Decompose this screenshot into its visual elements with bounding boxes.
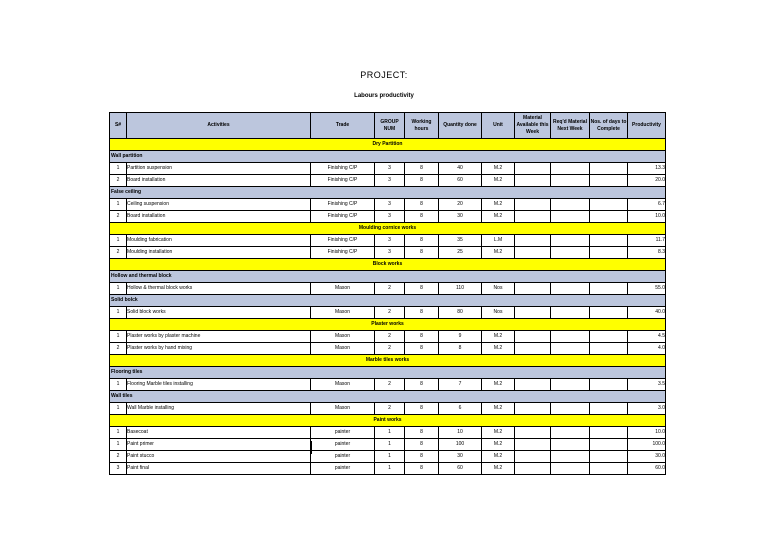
section-label: Plaster works	[110, 319, 666, 331]
table-row	[110, 379, 666, 391]
productivity-cell: 8.3	[628, 247, 666, 259]
group-row	[110, 187, 666, 199]
unit-cell: M.2	[482, 427, 515, 439]
trade-cell: Mason	[311, 379, 375, 391]
material-next-week-cell	[551, 199, 590, 211]
material-available-cell	[515, 163, 551, 175]
days-to-complete-cell	[590, 247, 628, 259]
material-available-cell	[515, 199, 551, 211]
quantity-cell: 40	[439, 163, 482, 175]
trade-cell: Mason	[311, 283, 375, 295]
quantity-cell: 35	[439, 235, 482, 247]
group-label: Wall tiles	[110, 391, 666, 403]
productivity-cell: 13.3	[628, 163, 666, 175]
working-hours-cell: 8	[405, 451, 439, 463]
productivity-cell: 10.0	[628, 211, 666, 223]
group-num-cell: 2	[375, 331, 405, 343]
table-row	[110, 343, 666, 355]
trade-cell: Finishing C/P	[311, 199, 375, 211]
productivity-cell: 30.0	[628, 451, 666, 463]
header-cell: Trade	[311, 113, 375, 139]
unit-cell: M.2	[482, 163, 515, 175]
days-to-complete-cell	[590, 343, 628, 355]
working-hours-cell: 8	[405, 235, 439, 247]
unit-cell: M.2	[482, 199, 515, 211]
working-hours-cell: 8	[405, 379, 439, 391]
activity-cell: Moulding installation	[127, 247, 311, 259]
days-to-complete-cell	[590, 427, 628, 439]
productivity-cell: 60.0	[628, 463, 666, 475]
section-row	[110, 139, 666, 151]
row-number: 3	[110, 463, 127, 475]
material-next-week-cell	[551, 175, 590, 187]
quantity-cell: 8	[439, 343, 482, 355]
productivity-cell: 11.7	[628, 235, 666, 247]
material-available-cell	[515, 463, 551, 475]
material-next-week-cell	[551, 235, 590, 247]
table-row	[110, 211, 666, 223]
table-row	[110, 307, 666, 319]
header-cell: Productivity	[628, 113, 666, 139]
section-label: Paint works	[110, 415, 666, 427]
row-number: 1	[110, 163, 127, 175]
group-num-cell: 2	[375, 307, 405, 319]
group-num-cell: 2	[375, 379, 405, 391]
unit-cell: M.2	[482, 439, 515, 451]
row-number: 1	[110, 427, 127, 439]
working-hours-cell: 8	[405, 163, 439, 175]
material-next-week-cell	[551, 283, 590, 295]
table-row	[110, 403, 666, 415]
trade-cell: painter	[311, 451, 375, 463]
activity-cell: Paint final	[127, 463, 311, 475]
trade-cell: Mason	[311, 307, 375, 319]
row-number: 1	[110, 199, 127, 211]
quantity-cell: 110	[439, 283, 482, 295]
material-available-cell	[515, 343, 551, 355]
days-to-complete-cell	[590, 175, 628, 187]
group-label: Hollow and thermal block	[110, 271, 666, 283]
table-row	[110, 163, 666, 175]
days-to-complete-cell	[590, 283, 628, 295]
activity-cell: Moulding fabrication	[127, 235, 311, 247]
unit-cell: L.M	[482, 235, 515, 247]
row-number: 2	[110, 175, 127, 187]
material-available-cell	[515, 175, 551, 187]
header-cell: GROUP NUM	[375, 113, 405, 139]
row-number: 1	[110, 283, 127, 295]
table-row	[110, 331, 666, 343]
row-number: 1	[110, 235, 127, 247]
trade-cell: Finishing C/P	[311, 211, 375, 223]
row-number: 1	[110, 403, 127, 415]
group-label: False ceiling	[110, 187, 666, 199]
quantity-cell: 6	[439, 403, 482, 415]
material-next-week-cell	[551, 463, 590, 475]
material-available-cell	[515, 379, 551, 391]
unit-cell: Nos	[482, 307, 515, 319]
group-row	[110, 151, 666, 163]
productivity-cell: 4.5	[628, 331, 666, 343]
productivity-cell: 4.0	[628, 343, 666, 355]
productivity-cell: 3.0	[628, 403, 666, 415]
row-number: 1	[110, 379, 127, 391]
working-hours-cell: 8	[405, 427, 439, 439]
header-row	[110, 113, 666, 139]
material-next-week-cell	[551, 211, 590, 223]
group-num-cell: 2	[375, 283, 405, 295]
trade-cell: painter	[311, 427, 375, 439]
productivity-table	[109, 112, 666, 475]
trade-cell: Mason	[311, 331, 375, 343]
working-hours-cell: 8	[405, 247, 439, 259]
header-cell: Req'd Material Next Week	[551, 113, 590, 139]
activity-cell: Solid block works	[127, 307, 311, 319]
trade-cell: Finishing C/P	[311, 163, 375, 175]
days-to-complete-cell	[590, 331, 628, 343]
group-label: Flooring tiles	[110, 367, 666, 379]
group-num-cell: 1	[375, 463, 405, 475]
days-to-complete-cell	[590, 199, 628, 211]
activity-cell: Board installation	[127, 175, 311, 187]
productivity-cell: 20.0	[628, 175, 666, 187]
page-subtitle: Labours productivity	[354, 93, 414, 99]
unit-cell: M.2	[482, 331, 515, 343]
unit-cell: M.2	[482, 403, 515, 415]
days-to-complete-cell	[590, 403, 628, 415]
activity-cell: Plaster works by hand mixing	[127, 343, 311, 355]
working-hours-cell: 8	[405, 199, 439, 211]
material-next-week-cell	[551, 247, 590, 259]
productivity-cell: 6.7	[628, 199, 666, 211]
days-to-complete-cell	[590, 379, 628, 391]
table-row	[110, 463, 666, 475]
working-hours-cell: 8	[405, 343, 439, 355]
working-hours-cell: 8	[405, 175, 439, 187]
row-number: 2	[110, 211, 127, 223]
unit-cell: M.2	[482, 463, 515, 475]
quantity-cell: 25	[439, 247, 482, 259]
group-label: Solid bolck	[110, 295, 666, 307]
material-next-week-cell	[551, 451, 590, 463]
productivity-cell: 100.0	[628, 439, 666, 451]
activity-cell: Paint stucco	[127, 451, 311, 463]
section-row	[110, 259, 666, 271]
trade-cell: Finishing C/P	[311, 235, 375, 247]
days-to-complete-cell	[590, 235, 628, 247]
productivity-cell: 3.5	[628, 379, 666, 391]
working-hours-cell: 8	[405, 439, 439, 451]
group-num-cell: 1	[375, 427, 405, 439]
quantity-cell: 20	[439, 199, 482, 211]
header-cell: Nos. of days to Complete	[590, 113, 628, 139]
group-row	[110, 271, 666, 283]
quantity-cell: 60	[439, 175, 482, 187]
activity-cell: Hollow & thermal block works	[127, 283, 311, 295]
group-row	[110, 367, 666, 379]
section-label: Marble tiles works	[110, 355, 666, 367]
material-available-cell	[515, 403, 551, 415]
group-num-cell: 2	[375, 343, 405, 355]
group-row	[110, 391, 666, 403]
material-available-cell	[515, 307, 551, 319]
activity-cell: Wall Marble installing	[127, 403, 311, 415]
group-num-cell: 3	[375, 199, 405, 211]
quantity-cell: 100	[439, 439, 482, 451]
activity-cell: Partition suspension	[127, 163, 311, 175]
section-row	[110, 415, 666, 427]
header-cell: Activities	[127, 113, 311, 139]
working-hours-cell: 8	[405, 331, 439, 343]
header-cell: Material Available this Week	[515, 113, 551, 139]
material-available-cell	[515, 235, 551, 247]
days-to-complete-cell	[590, 163, 628, 175]
trade-cell: painter	[311, 439, 375, 451]
material-next-week-cell	[551, 379, 590, 391]
unit-cell: Nos	[482, 283, 515, 295]
productivity-cell: 55.0	[628, 283, 666, 295]
section-label: Block works	[110, 259, 666, 271]
table-row	[110, 175, 666, 187]
days-to-complete-cell	[590, 439, 628, 451]
days-to-complete-cell	[590, 463, 628, 475]
trade-cell: painter	[311, 463, 375, 475]
section-label: Dry Partition	[110, 139, 666, 151]
material-next-week-cell	[551, 331, 590, 343]
group-num-cell: 3	[375, 247, 405, 259]
activity-cell: Basecoat	[127, 427, 311, 439]
material-next-week-cell	[551, 403, 590, 415]
days-to-complete-cell	[590, 451, 628, 463]
quantity-cell: 30	[439, 211, 482, 223]
quantity-cell: 80	[439, 307, 482, 319]
unit-cell: M.2	[482, 379, 515, 391]
activity-cell: Paint primer	[127, 439, 311, 451]
row-number: 1	[110, 307, 127, 319]
activity-cell: Plaster works by plaster machine	[127, 331, 311, 343]
quantity-cell: 10	[439, 427, 482, 439]
unit-cell: M.2	[482, 343, 515, 355]
group-row	[110, 295, 666, 307]
header-cell: Unit	[482, 113, 515, 139]
table-row	[110, 427, 666, 439]
material-available-cell	[515, 247, 551, 259]
material-available-cell	[515, 211, 551, 223]
page-title: PROJECT:	[360, 70, 408, 80]
material-next-week-cell	[551, 427, 590, 439]
productivity-cell: 10.0	[628, 427, 666, 439]
table-row	[110, 199, 666, 211]
table-row	[110, 283, 666, 295]
table-row	[110, 247, 666, 259]
activity-cell: Flooring Marble tiles installing	[127, 379, 311, 391]
material-next-week-cell	[551, 343, 590, 355]
table-body	[110, 139, 666, 475]
row-number: 1	[110, 331, 127, 343]
trade-cell: Finishing C/P	[311, 175, 375, 187]
unit-cell: M.2	[482, 451, 515, 463]
group-num-cell: 1	[375, 439, 405, 451]
quantity-cell: 9	[439, 331, 482, 343]
unit-cell: M.2	[482, 247, 515, 259]
table-row	[110, 235, 666, 247]
material-next-week-cell	[551, 439, 590, 451]
material-available-cell	[515, 427, 551, 439]
productivity-cell: 40.0	[628, 307, 666, 319]
group-num-cell: 2	[375, 403, 405, 415]
header-cell: S#	[110, 113, 127, 139]
row-number: 2	[110, 247, 127, 259]
group-num-cell: 3	[375, 211, 405, 223]
row-number: 2	[110, 343, 127, 355]
group-num-cell: 3	[375, 235, 405, 247]
group-num-cell: 3	[375, 163, 405, 175]
quantity-cell: 60	[439, 463, 482, 475]
working-hours-cell: 8	[405, 307, 439, 319]
quantity-cell: 30	[439, 451, 482, 463]
unit-cell: M.2	[482, 175, 515, 187]
row-number: 1	[110, 439, 127, 451]
working-hours-cell: 8	[405, 211, 439, 223]
material-available-cell	[515, 451, 551, 463]
working-hours-cell: 8	[405, 283, 439, 295]
material-available-cell	[515, 283, 551, 295]
trade-cell: Mason	[311, 343, 375, 355]
section-label: Moulding cornice works	[110, 223, 666, 235]
section-row	[110, 223, 666, 235]
header-cell: Quantity done	[439, 113, 482, 139]
material-available-cell	[515, 439, 551, 451]
unit-cell: M.2	[482, 211, 515, 223]
group-num-cell: 3	[375, 175, 405, 187]
group-label: Wall partition	[110, 151, 666, 163]
trade-cell: Mason	[311, 403, 375, 415]
days-to-complete-cell	[590, 307, 628, 319]
working-hours-cell: 8	[405, 403, 439, 415]
header-cell: Working hours	[405, 113, 439, 139]
material-next-week-cell	[551, 307, 590, 319]
working-hours-cell: 8	[405, 463, 439, 475]
material-available-cell	[515, 331, 551, 343]
section-row	[110, 355, 666, 367]
group-num-cell: 1	[375, 451, 405, 463]
trade-cell: Finishing C/P	[311, 247, 375, 259]
section-row	[110, 319, 666, 331]
material-next-week-cell	[551, 163, 590, 175]
table-tail	[126, 441, 312, 454]
days-to-complete-cell	[590, 211, 628, 223]
row-number: 2	[110, 451, 127, 463]
activity-cell: Ceiling suspension	[127, 199, 311, 211]
quantity-cell: 7	[439, 379, 482, 391]
activity-cell: Board installation	[127, 211, 311, 223]
